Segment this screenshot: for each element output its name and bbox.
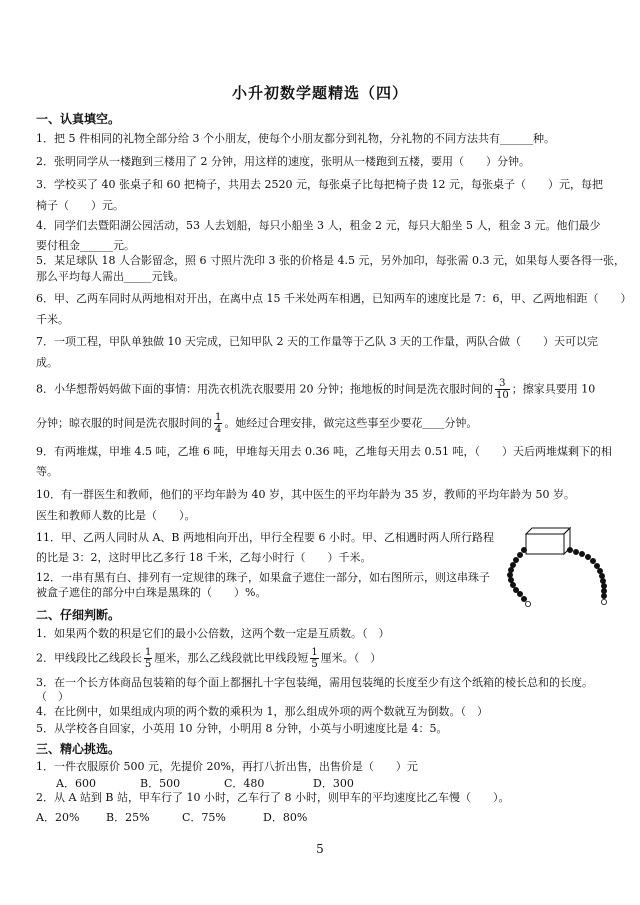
choice-3-1-option-c[interactable]: C．480: [224, 777, 265, 790]
choice-3-1-option-a[interactable]: A．600: [56, 777, 96, 790]
question-1-7b: 成。: [36, 356, 58, 369]
choice-3-1: 1．一件衣服原价 500 元，先提价 20%，再打八折出售，出售价是（ ）元: [36, 760, 418, 773]
question-1-4a: 4．同学们去暨阳湖公园活动，53 人去划船，每只小船坐 3 人，租金 2 元，每只大船坐 5 人，租金 3 元。他们最少: [36, 219, 601, 232]
question-1-3b: 椅子（ ）元。: [36, 199, 124, 212]
black-bead: [508, 577, 513, 582]
question-1-3a: 3．学校买了 40 张桌子和 60 把椅子，共用去 2520 元，每张桌子比每把椅子贵 12 元，每张桌子（ ）元，每把: [36, 178, 603, 191]
choice-3-2-option-a[interactable]: A．20%: [36, 811, 80, 824]
question-1-1: 1．把 5 件相同的礼物全部分给 3 个小朋友，使每个小朋友都分到礼物，分礼物的不同方法共有______种。: [36, 132, 555, 145]
white-bead: [601, 599, 606, 604]
black-bead: [513, 587, 518, 592]
black-bead: [599, 573, 604, 578]
choice-3-1-option-d[interactable]: D．300: [313, 777, 354, 790]
judgement-2-1: 1．如果两个数的积是它们的最小公倍数，这两个数一定是互质数。（ ）: [36, 627, 390, 640]
question-1-8b-tail: 。她经过合理安排，做完这些事至少要花____分钟。: [224, 416, 478, 430]
fraction-numerator: 1: [145, 647, 152, 658]
black-bead: [567, 547, 572, 552]
fraction-denominator: 5: [145, 659, 152, 670]
black-bead: [521, 547, 526, 552]
question-1-8a: [36, 378, 595, 401]
black-bead: [510, 582, 515, 587]
black-bead: [601, 593, 606, 598]
question-1-9b: 等。: [36, 465, 58, 478]
black-bead: [507, 572, 512, 577]
judgement-2-2-tail: 厘米。（ ）: [320, 651, 382, 665]
fraction-3-10: [495, 378, 510, 401]
box-drawing: [526, 528, 570, 554]
question-1-8b: [36, 412, 477, 435]
choice-3-1-option-b[interactable]: B．500: [140, 777, 181, 790]
black-bead: [517, 552, 522, 557]
white-bead: [525, 601, 530, 606]
choice-3-2-option-c[interactable]: C．75%: [182, 811, 226, 824]
bead-chain: [507, 547, 606, 606]
fraction-denominator: 4: [215, 424, 222, 435]
black-bead: [517, 591, 522, 596]
judgement-2-2-text: 2．甲线段比乙线段长: [36, 651, 142, 665]
black-bead: [510, 562, 515, 567]
judgement-2-3b: （ ）: [36, 690, 69, 703]
question-1-12a: 12．一串有黑有白、排列有一定规律的珠子，如果盒子遮住一部分，如右图所示，则这串珠子: [36, 571, 490, 584]
judgement-2-2: [36, 647, 381, 670]
judgement-2-5: 5．从学校各自回家，小英用 10 分钟，小明用 8 分钟，小英与小明速度比是 4：5。: [36, 722, 448, 735]
question-1-10a: 10．有一群医生和教师，他们的平均年龄为 40 岁，其中医生的平均年龄为 35 岁，教师的平均年龄为 50 岁。: [36, 488, 575, 501]
question-1-5a: 5．某足球队 18 人合影留念，照 6 寸照片洗印 3 张的价格是 4.5 元，另外加印，每张需 0.3 元，如果每人要各得一张，: [36, 254, 625, 267]
question-1-8a-text: 8．小华想帮妈妈做下面的事情：用洗衣机洗衣服要用 20 分钟；拖地板的时间是洗衣服时间的: [36, 382, 493, 396]
fraction-numerator: 1: [311, 647, 318, 658]
question-1-5b: 那么平均每人需出_____元钱。: [36, 270, 185, 283]
question-1-11a: 11．甲、乙两人同时从 A、B 两地相向开出，甲行全程要 6 小时。甲、乙相遇时两人所行路程: [36, 531, 495, 544]
black-bead: [579, 551, 584, 556]
page-title: 小升初数学题精选（四）: [231, 84, 408, 102]
question-1-9a: 9．有两堆煤，甲堆 4.5 吨，乙堆 6 吨，甲堆每天用去 0.36 吨，乙堆每天用去 0.51 吨，（ ）天后两堆煤剩下的相: [36, 445, 612, 458]
box-top: [526, 528, 570, 534]
fraction-denominator: 10: [496, 390, 509, 401]
box-front: [526, 534, 564, 554]
black-bead: [573, 549, 578, 554]
black-bead: [513, 557, 518, 562]
fraction-1-4: [214, 412, 222, 435]
black-bead: [590, 558, 595, 563]
question-1-4b: 要付租金______元。: [36, 239, 135, 252]
black-bead: [585, 554, 590, 559]
question-1-6b: 千米。: [36, 313, 69, 326]
fraction-1-5-second: [310, 647, 318, 670]
black-bead: [601, 588, 606, 593]
question-1-10b: 医生和教师人数的比是（ ）。: [36, 509, 196, 522]
question-1-12b: 被盒子遮住的部分中白珠是黑珠的（ ）%。: [36, 586, 267, 599]
question-1-7a: 7．一项工程，甲队单独做 10 天完成，已知甲队 2 天的工作量等于乙队 3 天的工作量，两队合做（ ）天可以完: [36, 335, 598, 348]
question-1-11b: 的比是 3：2，这时甲比乙多行 18 千米，乙每小时行（ ）千米。: [36, 551, 372, 564]
fraction-numerator: 1: [215, 412, 222, 423]
black-bead: [508, 567, 513, 572]
question-1-8b-text: 分钟；晾衣服的时间是洗衣服时间的: [36, 416, 212, 430]
fraction-denominator: 5: [311, 659, 318, 670]
bead-string-figure: [498, 520, 626, 610]
question-1-6a: 6．甲、乙两车同时从两地相对开出，在离中点 15 千米处两车相遇，已知两车的速度比是 7：6，甲、乙两地相距（ ）: [36, 292, 632, 305]
question-1-2: 2．张明同学从一楼跑到三楼用了 2 分钟，用这样的速度，张明从一楼跑到五楼，要用（ ）分钟。: [36, 155, 530, 168]
section-2-heading: 二、仔细判断。: [36, 608, 121, 622]
fraction-1-5: [144, 647, 152, 670]
judgement-2-3a: 3．在一个长方体商品包装箱的每个面上都捆扎十字包装绳，需用包装绳的长度至少有这个纸箱的棱长总和的长度。: [36, 676, 593, 689]
page-number: 5: [316, 842, 324, 856]
section-1-heading: 一、认真填空。: [36, 112, 121, 126]
black-bead: [521, 596, 526, 601]
judgement-2-2-mid: 厘米，那么乙线段就比甲线段短: [154, 651, 309, 665]
black-bead: [597, 568, 602, 573]
fraction-numerator: 3: [495, 378, 510, 390]
choice-3-2-option-b[interactable]: B．25%: [106, 811, 150, 824]
black-bead: [594, 563, 599, 568]
choice-3-2: 2．从 A 站到 B 站，甲车行了 10 小时，乙车行了 8 小时，则甲车的平均速度比乙车慢（ ）。: [36, 791, 510, 804]
section-3-heading: 三、精心挑选。: [36, 742, 121, 756]
black-bead: [600, 578, 605, 583]
judgement-2-4: 4．在比例中，如果组成内项的两个数的乘积为 1，那么组成外项的两个数就互为倒数。（ ）: [36, 705, 488, 718]
black-bead: [601, 583, 606, 588]
question-1-8a-tail: ；擦家具要用 10: [511, 382, 596, 396]
choice-3-2-option-d[interactable]: D．80%: [263, 811, 308, 824]
